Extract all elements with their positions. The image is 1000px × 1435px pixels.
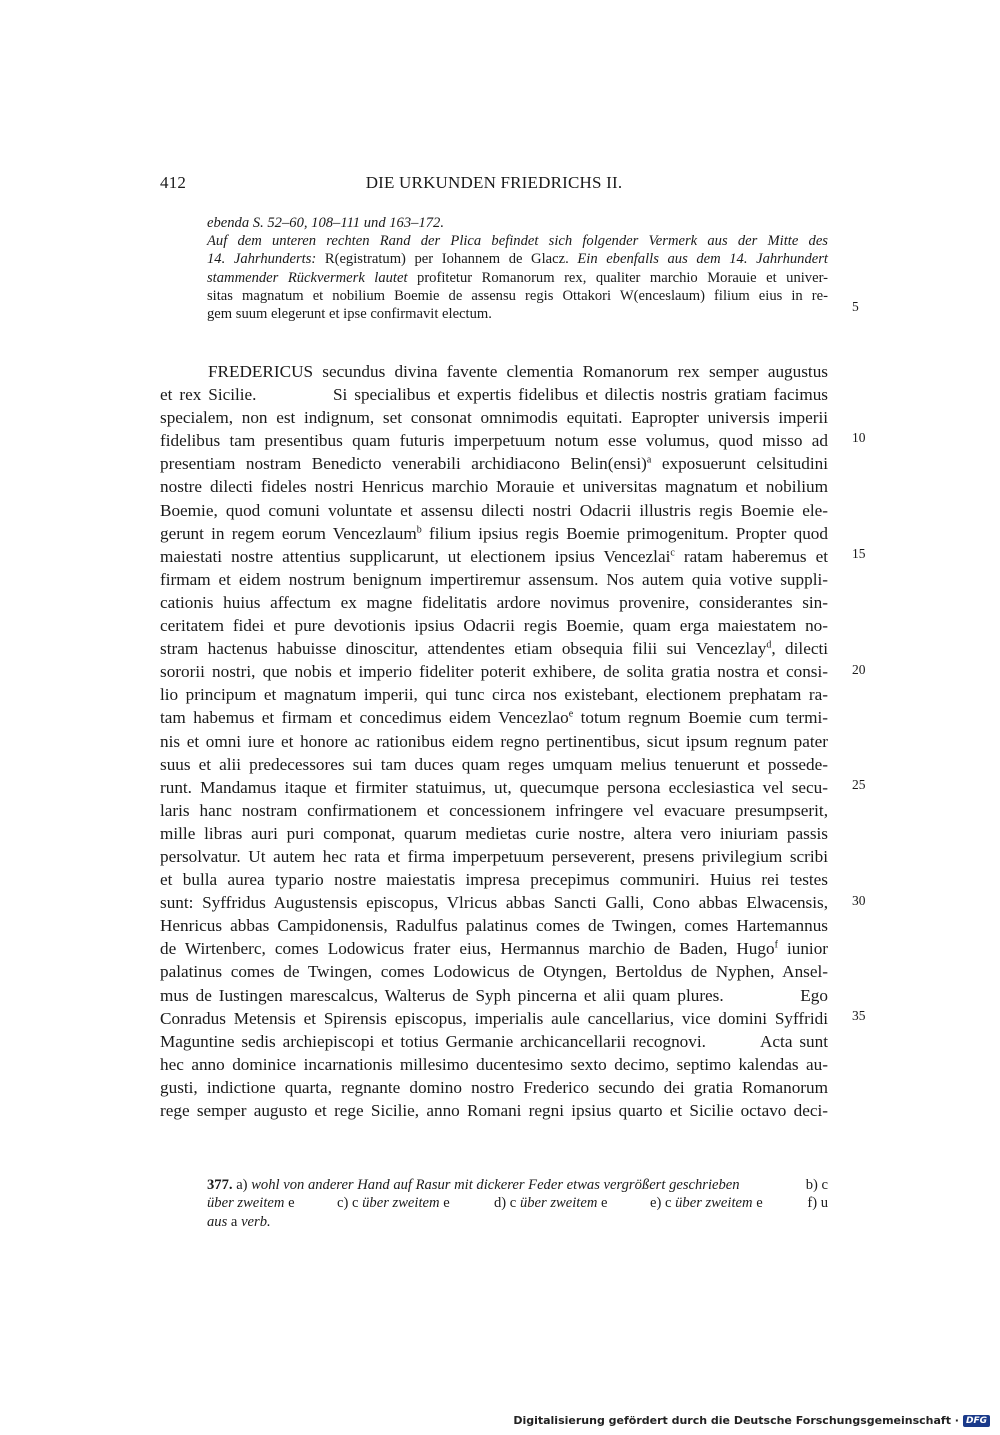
text-line: mus de Iustingen marescalcus, Walterus de Syph pincerna et alii quam plures. Ego [160,985,828,1005]
dfg-logo-icon: DFG [963,1415,990,1427]
funding-footer [513,1414,990,1427]
preliminary-remarks [207,214,828,323]
note-line: aus a verb. [207,1213,271,1230]
line-number: 15 [852,546,866,561]
text-line: nostre dilecti fideles nostri Henricus marchio Morauie et universitas magnatum et nobilium [160,477,828,497]
text-line: palatinus comes de Twingen, comes Lodowicus de Otyngen, Bertoldus de Nyphen, Ansel- [160,962,828,982]
text-line: presentiam nostram Benedicto venerabili archidiacono Belin(ensi)$^a$ exposuerunt celsitudini [160,454,828,474]
prelim-line: stammender Rückvermerk lautet profitetur Romanorum rex, qualiter marchio Morauie et univer- [207,269,828,286]
text-line: de Wirtenberc, comes Lodowicus frater eius, Hermannus marchio de Baden, Hugo$^f$ iunior [160,939,829,959]
text-line: firmam et eidem nostrum benignum impertiremur assensum. Nos autem quia votive suppli- [160,569,828,589]
critical-apparatus [207,1176,828,1231]
prelim-line: 14. Jahrhunderts: R(egistratum) per Iohannem de Glacz. Ein ebenfalls aus dem 14. Jahrhundert [207,251,828,268]
page-number: 412 [160,173,187,192]
line-number: 35 [852,1008,866,1023]
text-line: Henricus abbas Campidonensis, Radulfus palatinus comes de Twingen, comes Hartemannus [160,916,828,936]
prelim-line: Auf dem unteren rechten Rand der Plica befindet sich folgender Vermerk aus der Mitte des [207,233,828,250]
line-number: 30 [852,893,866,908]
text-line: ceritatem fidei et pure devotionis ipsius Odacrii regis Boemie, quam erga maiestatem no- [160,616,828,636]
text-line: suus et alii predecessores sui tam duces quam reges umquam melius tenuerunt et possede- [160,754,828,774]
line-number: 25 [852,777,866,792]
text-line: maiestati nostre attentius supplicarunt, ut electionem ipsius Vencezlai$^c$ ratam haberemus et [160,546,828,566]
text-line: Conradus Metensis et Spirensis episcopus, imperialis aule cancellarius, vice domini Syffridi [160,1008,828,1028]
prelim-line: gem suum elegerunt et ipse confirmavit electum. [207,306,492,323]
line-number: 10 [852,430,866,445]
text-line: mille libras auri puri componat, quarum medietas curie nostre, altera vero iniuriam passis [160,823,828,843]
text-line: persolvatur. Ut autem hec rata et firma imperpetuum perseverent, presens privilegium scribi [160,846,828,866]
prelim-line: ebenda S. 52–60, 108–111 und 163–172. [207,215,444,231]
text-line: gerunt in regem eorum Vencezlaum$^b$ filium ipsius regis Boemie primogenitum. Propter quod [160,523,828,543]
text-line: sunt: Syffridus Augustensis episcopus, Vlricus abbas Sancti Galli, Cono abbas Elwacensis, [160,893,828,913]
text-line: lio principum et magnatum imperii, qui tunc circa nos existebant, electionem prephatam ra- [160,685,828,705]
text-line: sororii nostri, que nobis et imperio fideliter poterit exhibere, de solita gratia nostra et consi- [160,662,828,682]
line-number: 20 [852,662,866,677]
text-line: stram hactenus habuisse dinoscitur, attendentes etiam obsequia filii sui Vencezlay$^d$, dilecti [160,639,829,659]
text-line: Boemie, quod comuni voluntate et assensu dilecti nostri Odacrii illustris regis Boemie ele- [160,500,828,520]
text-line: cationis huius affectum ex magne fidelitatis ardore novimus provenire, considerantes sin- [160,592,828,612]
text-line: specialem, non est indignum, set consonat omnimodis equitati. Eapropter universis imperii [160,408,828,428]
note-line: über zweitem e c) c über zweitem e d) c über zweitem e e) c über zweitem e f) u [207,1195,828,1212]
running-header [160,173,828,199]
text-line: tam habemus et firmam et concedimus eidem Vencezlao$^e$ totum regnum Boemie cum termi- [160,708,829,728]
text-line: runt. Mandamus itaque et firmiter statuimus, ut, quecumque persona ecclesiastica vel secu- [160,777,828,797]
footer-text: Digitalisierung gefördert durch die Deutsche Forschungsgemeinschaft · [513,1414,959,1427]
text-line: Maguntine sedis archiepiscopi et totius Germanie archicancellarii recognovi. Acta sunt [160,1031,828,1051]
text-line: nis et omni iure et honore ac rationibus eidem regno pertinentibus, sicut ipsum regnum pater [160,731,828,751]
line-number: 5 [852,299,859,314]
prelim-line: sitas magnatum et nobilium Boemie de assensu regis Ottakori W(enceslaum) filium eius in re- [207,287,828,304]
text-line: et rex Sicilie. Si specialibus et expertis fidelibus et dilectis nostris gratiam facimus [160,385,828,405]
text-line: gusti, indictione quarta, regnante domino nostro Frederico secundo dei gratia Romanorum [160,1077,828,1097]
charter-text [160,360,828,1122]
text-line: laris hanc nostram confirmationem et concessionem infringere vel evacuare presumpserit, [160,800,828,820]
document-number: 377. [207,1177,233,1193]
text-line: et bulla aurea typario nostre maiestatis impresa precepimus communiri. Huius rei testes [160,870,828,890]
text-line: hec anno dominice incarnationis millesimo ducentesimo sexto decimo, septimo kalendas au- [160,1054,828,1074]
text-line: FREDERICUS secundus divina favente clementia Romanorum rex semper augustus [208,362,828,381]
text-line: fidelibus tam presentibus quam futuris imperpetuum notum esse volumus, quod misso ad [160,431,828,451]
text-line: rege semper augusto et rege Sicilie, anno Romani regni ipsius quarto et Sicilie octavo deci- [160,1101,828,1120]
note-line: 377. a) wohl von anderer Hand auf Rasur mit dickerer Feder etwas vergrößert geschrieben b) c [207,1177,828,1193]
running-title: DIE URKUNDEN FRIEDRICHS II. [365,173,623,192]
